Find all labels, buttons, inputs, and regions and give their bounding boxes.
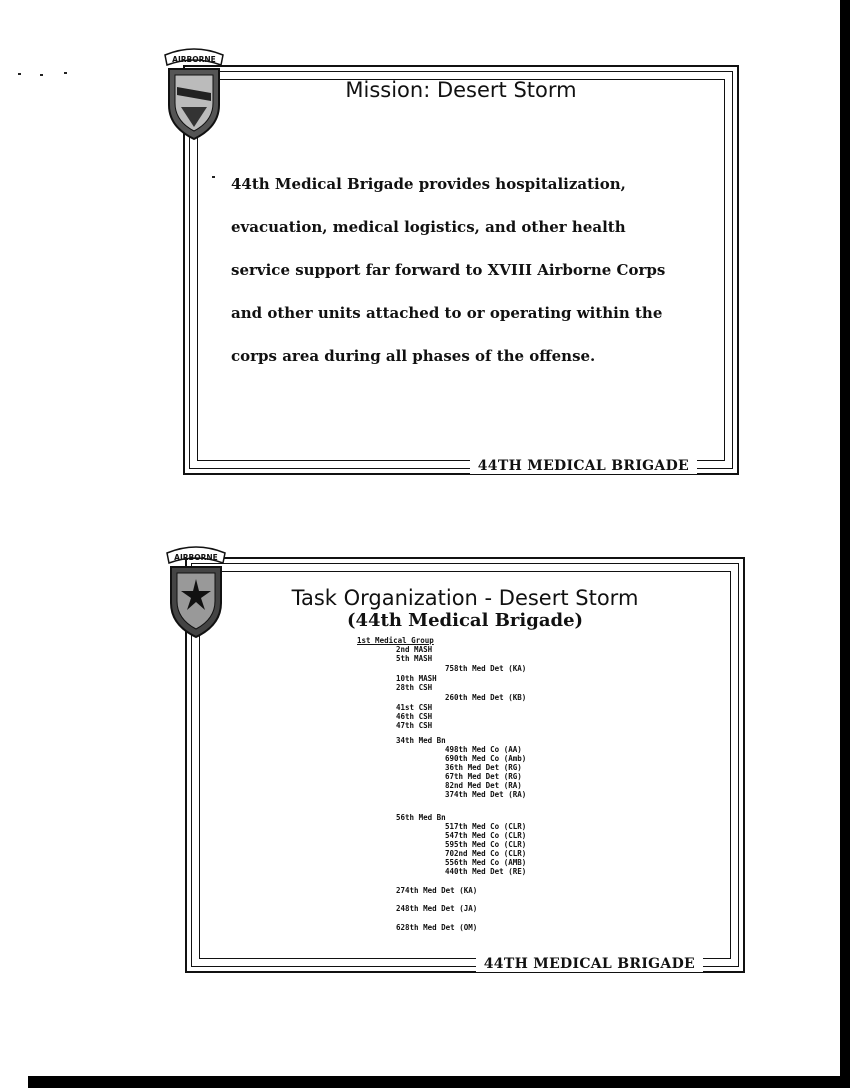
mission-statement — [231, 165, 711, 380]
org-unit: 628th Med Det (OM) — [396, 923, 478, 932]
org-unit: 274th Med Det (KA) — [396, 886, 478, 895]
org-unit: 758th Med Det (KA) — [445, 664, 527, 673]
org-unit: 702nd Med Co (CLR) — [445, 849, 527, 858]
org-unit: 28th CSH — [396, 683, 433, 692]
org-unit: 440th Med Det (RE) — [445, 867, 527, 876]
org-unit: 82nd Med Det (RA) — [445, 781, 522, 790]
org-unit: 517th Med Co (CLR) — [445, 822, 527, 831]
mission-line: 44th Medical Brigade provides hospitalization, — [231, 175, 626, 193]
org-unit: 41st CSH — [396, 703, 433, 712]
org-group-header: 1st Medical Group — [357, 636, 434, 645]
org-unit: 248th Med Det (JA) — [396, 904, 478, 913]
org-unit: 690th Med Co (Amb) — [445, 754, 527, 763]
org-unit: 10th MASH — [396, 674, 437, 683]
org-unit: 547th Med Co (CLR) — [445, 831, 527, 840]
mission-line: corps area during all phases of the offense. — [231, 347, 596, 365]
org-unit: 47th CSH — [396, 721, 433, 730]
org-unit: 34th Med Bn — [396, 736, 446, 745]
task-organization-slide — [174, 553, 745, 973]
slide-footer: 44TH MEDICAL BRIGADE — [470, 458, 697, 474]
mission-line: evacuation, medical logistics, and other health — [231, 218, 626, 236]
org-unit: 46th CSH — [396, 712, 433, 721]
mission-slide — [172, 55, 739, 475]
scan-speck — [64, 72, 67, 74]
page-edge-bottom — [28, 1076, 850, 1088]
mission-line: service support far forward to XVIII Airborne Corps — [231, 261, 666, 279]
slide-footer: 44TH MEDICAL BRIGADE — [476, 956, 703, 972]
slide-subtitle: (44th Medical Brigade) — [346, 610, 584, 631]
page-edge-right — [840, 0, 850, 1085]
scan-speck — [18, 73, 21, 75]
org-unit: 2nd MASH — [396, 645, 433, 654]
org-unit: 67th Med Det (RG) — [445, 772, 522, 781]
org-unit: 36th Med Det (RG) — [445, 763, 522, 772]
org-unit: 5th MASH — [396, 654, 433, 663]
patch-label: AIRBORNE — [172, 55, 216, 64]
slide-title: Mission: Desert Storm — [345, 78, 577, 102]
mission-line: and other units attached to or operating within the — [231, 304, 663, 322]
scan-speck — [40, 74, 43, 76]
org-unit: 498th Med Co (AA) — [445, 745, 522, 754]
org-unit: 56th Med Bn — [396, 813, 446, 822]
slide-title: Task Organization - Desert Storm — [291, 586, 639, 610]
org-unit: 374th Med Det (RA) — [445, 790, 527, 799]
org-unit: 556th Med Co (AMB) — [445, 858, 527, 867]
org-unit: 260th Med Det (KB) — [445, 693, 527, 702]
org-unit: 595th Med Co (CLR) — [445, 840, 527, 849]
patch-label: AIRBORNE — [174, 553, 218, 562]
